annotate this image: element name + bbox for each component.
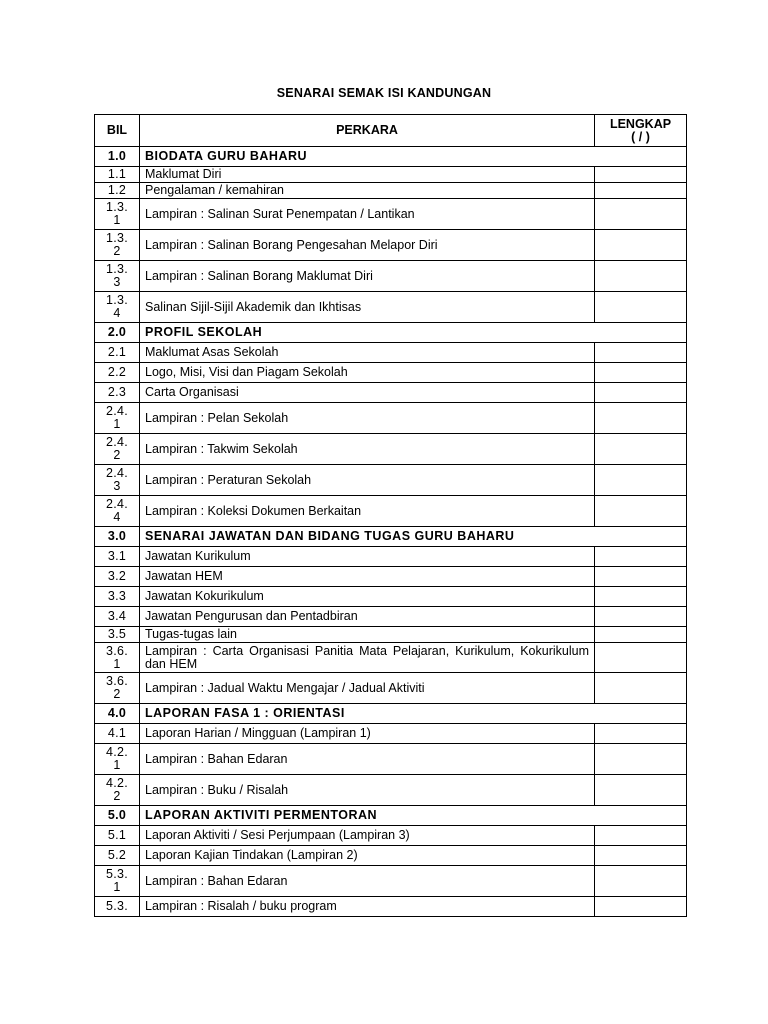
table-row	[95, 434, 687, 465]
table-row	[95, 183, 687, 199]
item-number	[95, 403, 140, 434]
table-row	[95, 567, 687, 587]
item-description: Lampiran : Carta Organisasi Panitia Mata Pelajaran, Kurikulum, Kokurikulum dan HEM	[140, 643, 595, 673]
lengkap-checkbox-cell[interactable]	[595, 547, 687, 567]
item-description: Laporan Kajian Tindakan (Lampiran 2)	[140, 846, 595, 866]
item-number	[95, 866, 140, 897]
item-description: Lampiran : Pelan Sekolah	[140, 403, 595, 434]
header-perkara: PERKARA	[140, 115, 595, 147]
table-row	[95, 403, 687, 434]
lengkap-checkbox-cell[interactable]	[595, 775, 687, 806]
section-number: 4.0	[95, 704, 140, 724]
item-number: 5.3.	[95, 897, 140, 917]
item-number-line2: 3	[113, 479, 121, 493]
item-description: Lampiran : Jadual Waktu Mengajar / Jadual Aktiviti	[140, 673, 595, 704]
table-row	[95, 846, 687, 866]
item-number-line2: 2	[113, 448, 121, 462]
lengkap-checkbox-cell[interactable]	[595, 434, 687, 465]
header-lengkap-label: LENGKAP	[609, 116, 672, 131]
table-row	[95, 607, 687, 627]
item-number-line2: 1	[113, 213, 121, 227]
item-description: Carta Organisasi	[140, 383, 595, 403]
item-description: Lampiran : Salinan Borang Pengesahan Melapor Diri	[140, 230, 595, 261]
item-number-line1: 1.3.	[105, 200, 129, 214]
table-row	[95, 866, 687, 897]
item-number-line2: 1	[113, 880, 121, 894]
section-row	[95, 323, 687, 343]
section-title: LAPORAN FASA 1 : ORIENTASI	[140, 704, 687, 724]
lengkap-checkbox-cell[interactable]	[595, 846, 687, 866]
item-description: Lampiran : Takwim Sekolah	[140, 434, 595, 465]
section-row	[95, 147, 687, 167]
section-row	[95, 806, 687, 826]
table-row	[95, 627, 687, 643]
item-description: Salinan Sijil-Sijil Akademik dan Ikhtisas	[140, 292, 595, 323]
lengkap-checkbox-cell[interactable]	[595, 587, 687, 607]
item-number: 1.1	[95, 167, 140, 183]
item-number-line1: 4.2.	[105, 776, 129, 790]
lengkap-checkbox-cell[interactable]	[595, 496, 687, 527]
lengkap-checkbox-cell[interactable]	[595, 897, 687, 917]
item-number	[95, 230, 140, 261]
item-number-line2: 2	[113, 789, 121, 803]
table-row	[95, 465, 687, 496]
item-number: 2.3	[95, 383, 140, 403]
lengkap-checkbox-cell[interactable]	[595, 167, 687, 183]
lengkap-checkbox-cell[interactable]	[595, 343, 687, 363]
item-number: 1.2	[95, 183, 140, 199]
item-number-line1: 3.6.	[105, 643, 129, 658]
item-description: Jawatan HEM	[140, 567, 595, 587]
lengkap-checkbox-cell[interactable]	[595, 261, 687, 292]
item-description: Maklumat Asas Sekolah	[140, 343, 595, 363]
item-number-line1: 3.6.	[105, 674, 129, 688]
lengkap-checkbox-cell[interactable]	[595, 643, 687, 673]
lengkap-checkbox-cell[interactable]	[595, 826, 687, 846]
item-description: Lampiran : Koleksi Dokumen Berkaitan	[140, 496, 595, 527]
table-row	[95, 775, 687, 806]
table-row	[95, 826, 687, 846]
item-description: Lampiran : Buku / Risalah	[140, 775, 595, 806]
item-number-line1: 2.4.	[105, 404, 129, 418]
section-number: 3.0	[95, 527, 140, 547]
table-row	[95, 744, 687, 775]
item-description: Jawatan Kurikulum	[140, 547, 595, 567]
item-number: 2.2	[95, 363, 140, 383]
item-number-line2: 2	[113, 244, 121, 258]
table-row	[95, 230, 687, 261]
lengkap-checkbox-cell[interactable]	[595, 383, 687, 403]
item-number: 3.3	[95, 587, 140, 607]
item-description: Jawatan Kokurikulum	[140, 587, 595, 607]
item-number	[95, 261, 140, 292]
item-number	[95, 434, 140, 465]
header-lengkap-mark: ( / )	[631, 129, 650, 144]
item-number	[95, 292, 140, 323]
lengkap-checkbox-cell[interactable]	[595, 292, 687, 323]
item-number	[95, 775, 140, 806]
table-row	[95, 363, 687, 383]
table-row	[95, 724, 687, 744]
lengkap-checkbox-cell[interactable]	[595, 465, 687, 496]
table-row	[95, 199, 687, 230]
item-description: Laporan Aktiviti / Sesi Perjumpaan (Lampiran 3)	[140, 826, 595, 846]
header-bil: BIL	[95, 115, 140, 147]
lengkap-checkbox-cell[interactable]	[595, 199, 687, 230]
lengkap-checkbox-cell[interactable]	[595, 866, 687, 897]
lengkap-checkbox-cell[interactable]	[595, 744, 687, 775]
item-number-line2: 1	[113, 656, 121, 671]
item-number-line1: 4.2.	[105, 745, 129, 759]
item-number-line2: 3	[113, 275, 121, 289]
item-description: Lampiran : Bahan Edaran	[140, 744, 595, 775]
table-row	[95, 292, 687, 323]
table-row	[95, 496, 687, 527]
item-number: 3.4	[95, 607, 140, 627]
item-description: Tugas-tugas lain	[140, 627, 595, 643]
item-number-line1: 5.3.	[105, 867, 129, 881]
section-number: 5.0	[95, 806, 140, 826]
item-number-line1: 1.3.	[105, 293, 129, 307]
item-description: Pengalaman / kemahiran	[140, 183, 595, 199]
table-row	[95, 587, 687, 607]
lengkap-checkbox-cell[interactable]	[595, 363, 687, 383]
item-number-line1: 2.4.	[105, 435, 129, 449]
lengkap-checkbox-cell[interactable]	[595, 230, 687, 261]
item-description: Laporan Harian / Mingguan (Lampiran 1)	[140, 724, 595, 744]
item-number-line1: 2.4.	[105, 466, 129, 480]
item-number	[95, 643, 140, 673]
document-title: SENARAI SEMAK ISI KANDUNGAN	[276, 86, 492, 100]
section-row	[95, 527, 687, 547]
item-description: Logo, Misi, Visi dan Piagam Sekolah	[140, 363, 595, 383]
section-title: LAPORAN AKTIVITI PERMENTORAN	[140, 806, 687, 826]
table-row	[95, 643, 687, 673]
item-number: 3.1	[95, 547, 140, 567]
lengkap-checkbox-cell[interactable]	[595, 403, 687, 434]
item-number-line1: 2.4.	[105, 497, 129, 511]
section-number: 1.0	[95, 147, 140, 167]
checklist-body	[95, 147, 687, 917]
item-number-line1: 1.3.	[105, 262, 129, 276]
item-number-line2: 1	[113, 417, 121, 431]
lengkap-checkbox-cell[interactable]	[595, 627, 687, 643]
table-row	[95, 897, 687, 917]
table-row	[95, 261, 687, 292]
item-number	[95, 465, 140, 496]
table-row	[95, 383, 687, 403]
lengkap-checkbox-cell[interactable]	[595, 607, 687, 627]
item-description: Lampiran : Peraturan Sekolah	[140, 465, 595, 496]
table-row	[95, 547, 687, 567]
table-header-row	[95, 115, 687, 147]
table-row	[95, 167, 687, 183]
lengkap-checkbox-cell[interactable]	[595, 183, 687, 199]
item-number: 4.1	[95, 724, 140, 744]
section-title: PROFIL SEKOLAH	[140, 323, 687, 343]
item-description: Lampiran : Bahan Edaran	[140, 866, 595, 897]
item-number-line2: 4	[113, 510, 121, 524]
item-number: 5.1	[95, 826, 140, 846]
item-number-line2: 2	[113, 687, 121, 701]
lengkap-checkbox-cell[interactable]	[595, 673, 687, 704]
table-row	[95, 343, 687, 363]
item-number-line2: 4	[113, 306, 121, 320]
checklist-table	[94, 114, 687, 917]
item-number: 3.5	[95, 627, 140, 643]
header-lengkap	[595, 115, 687, 147]
lengkap-checkbox-cell[interactable]	[595, 724, 687, 744]
item-description: Lampiran : Salinan Borang Maklumat Diri	[140, 261, 595, 292]
item-number	[95, 744, 140, 775]
section-number: 2.0	[95, 323, 140, 343]
item-number: 3.2	[95, 567, 140, 587]
item-description: Lampiran : Risalah / buku program	[140, 897, 595, 917]
item-number: 5.2	[95, 846, 140, 866]
item-number-line1: 1.3.	[105, 231, 129, 245]
section-row	[95, 704, 687, 724]
item-number-line2: 1	[113, 758, 121, 772]
item-number	[95, 673, 140, 704]
item-description: Lampiran : Salinan Surat Penempatan / Lantikan	[140, 199, 595, 230]
item-description: Maklumat Diri	[140, 167, 595, 183]
section-title: BIODATA GURU BAHARU	[140, 147, 687, 167]
item-number: 2.1	[95, 343, 140, 363]
lengkap-checkbox-cell[interactable]	[595, 567, 687, 587]
section-title: SENARAI JAWATAN DAN BIDANG TUGAS GURU BAHARU	[140, 527, 687, 547]
item-number	[95, 199, 140, 230]
item-description: Jawatan Pengurusan dan Pentadbiran	[140, 607, 595, 627]
item-number	[95, 496, 140, 527]
table-row	[95, 673, 687, 704]
